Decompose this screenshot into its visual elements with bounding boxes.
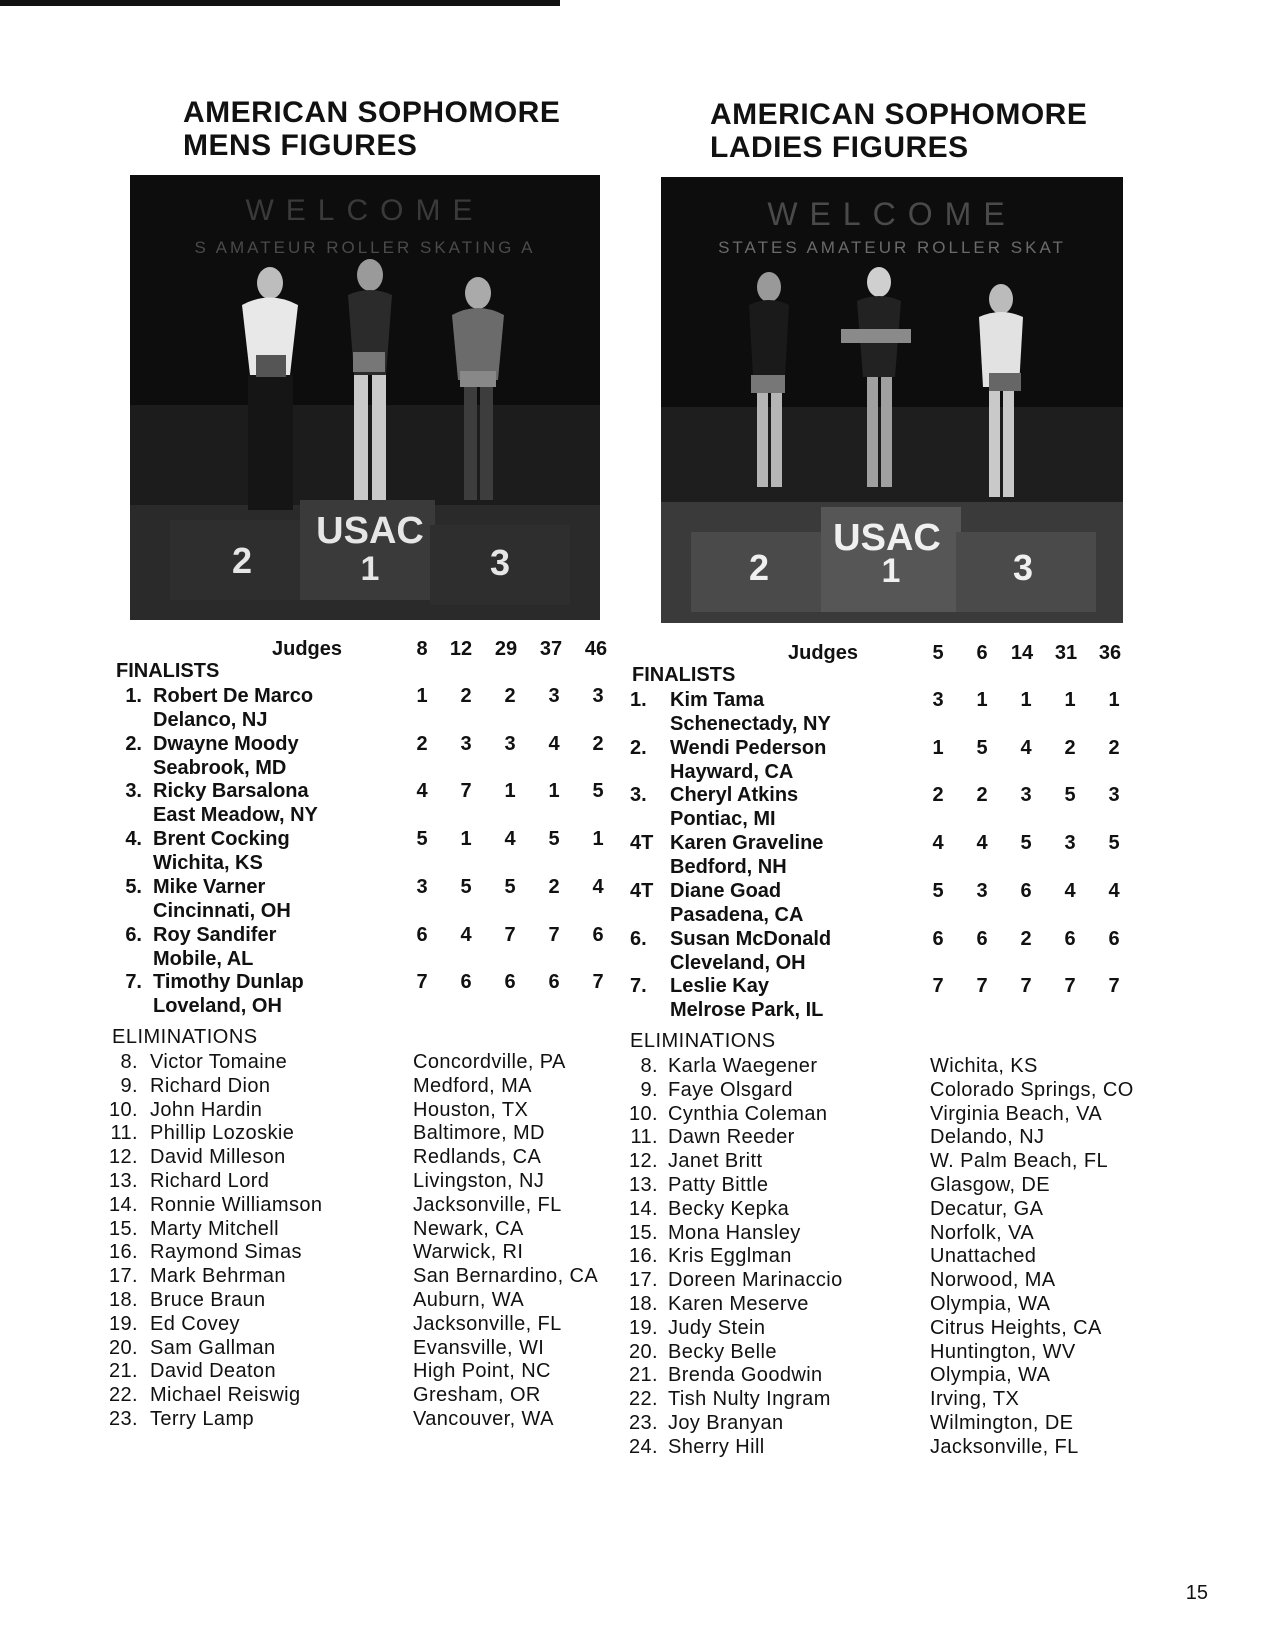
- judge-score: 2: [592, 732, 604, 755]
- finalist-city: Mobile, AL: [153, 947, 254, 970]
- finalist-name: Diane Goad: [670, 879, 782, 902]
- elimination-rank: 10.: [628, 1102, 658, 1125]
- elimination-rank: 14.: [628, 1197, 658, 1220]
- judge-score: 1: [504, 780, 516, 803]
- judge-score: 1: [932, 736, 944, 759]
- right-heading-line2: LADIES FIGURES: [710, 131, 969, 164]
- elimination-rank: 12.: [108, 1146, 138, 1169]
- right-podium-usac: USAC: [833, 517, 941, 559]
- elimination-name: John Hardin: [150, 1098, 263, 1121]
- finalist-name: Roy Sandifer: [153, 923, 277, 946]
- finalist-rank: 4T: [630, 879, 654, 902]
- elimination-city: Warwick, RI: [413, 1241, 524, 1264]
- finalist-rank: 7.: [630, 975, 647, 998]
- elimination-city: Vancouver, WA: [413, 1408, 554, 1430]
- judge-score: 3: [592, 685, 604, 707]
- judge-score: 6: [1064, 927, 1076, 950]
- judge-score: 6: [976, 927, 988, 950]
- elimination-city: Jacksonville, FL: [413, 1312, 562, 1335]
- top-rule: [0, 0, 560, 6]
- judge-score: 3: [548, 685, 560, 707]
- finalist-rank: 4.: [125, 828, 142, 851]
- elimination-name: Michael Reiswig: [150, 1384, 301, 1407]
- elimination-city: Auburn, WA: [413, 1289, 525, 1311]
- elimination-city: Concordville, PA: [413, 1051, 566, 1073]
- elimination-name: Richard Dion: [150, 1074, 271, 1097]
- elimination-city: Wichita, KS: [930, 1055, 1038, 1077]
- right-judge-number: 6: [976, 642, 988, 664]
- finalist-name: Leslie Kay: [670, 975, 769, 998]
- judge-score: 4: [1020, 736, 1032, 759]
- right-finalists-label: FINALISTS: [632, 664, 736, 686]
- left-judge-number: 29: [494, 638, 518, 660]
- judge-score: 6: [504, 971, 516, 994]
- elimination-city: High Point, NC: [413, 1360, 551, 1383]
- finalist-rank: 2.: [630, 736, 647, 759]
- finalist-city: Cleveland, OH: [670, 951, 806, 974]
- judge-score: 7: [460, 780, 472, 803]
- elimination-rank: 23.: [108, 1408, 138, 1430]
- judge-score: 3: [460, 732, 472, 755]
- finalist-rank: 5.: [125, 875, 142, 898]
- elimination-city: Newark, CA: [413, 1217, 524, 1240]
- elimination-city: Wilmington, DE: [930, 1412, 1074, 1434]
- elimination-name: Dawn Reeder: [668, 1126, 795, 1149]
- elimination-rank: 12.: [628, 1150, 658, 1173]
- elimination-name: Karla Waegener: [668, 1055, 818, 1077]
- elimination-name: Ronnie Williamson: [150, 1193, 323, 1216]
- elimination-name: Mark Behrman: [150, 1265, 286, 1288]
- finalist-city: Schenectady, NY: [670, 713, 831, 735]
- elimination-rank: 13.: [108, 1170, 138, 1192]
- judge-score: 7: [416, 971, 428, 994]
- judge-score: 6: [592, 923, 604, 946]
- elimination-city: Colorado Springs, CO: [930, 1078, 1134, 1101]
- left-podium-photo: [130, 175, 600, 620]
- finalist-name: Ricky Barsalona: [153, 780, 309, 803]
- elimination-name: Patty Bittle: [668, 1174, 769, 1196]
- finalist-name: Wendi Pederson: [670, 736, 827, 759]
- judge-score: 5: [416, 828, 428, 851]
- elimination-name: Brenda Goodwin: [668, 1364, 823, 1387]
- judge-score: 6: [1108, 927, 1120, 950]
- elimination-name: Raymond Simas: [150, 1241, 302, 1264]
- finalist-rank: 3.: [630, 784, 647, 807]
- left-judges-label: Judges: [272, 638, 343, 660]
- elimination-name: Marty Mitchell: [150, 1217, 279, 1240]
- judge-score: 4: [976, 832, 988, 855]
- elimination-city: Decatur, GA: [930, 1197, 1044, 1220]
- finalist-city: Seabrook, MD: [153, 756, 287, 779]
- elimination-rank: 19.: [628, 1316, 658, 1339]
- finalist-city: Cincinnati, OH: [153, 899, 291, 922]
- elimination-city: Jacksonville, FL: [930, 1435, 1079, 1458]
- finalist-city: Pontiac, MI: [670, 808, 776, 831]
- right-podium-photo: [661, 177, 1123, 623]
- elimination-name: Kris Egglman: [668, 1245, 792, 1268]
- right-judge-number: 31: [1054, 642, 1078, 664]
- judge-score: 7: [976, 975, 988, 998]
- judge-score: 4: [460, 923, 472, 946]
- elimination-name: Janet Britt: [668, 1150, 763, 1173]
- elimination-city: Citrus Heights, CA: [930, 1316, 1102, 1339]
- judge-score: 3: [932, 689, 944, 711]
- judge-score: 1: [1064, 689, 1076, 711]
- judge-score: 1: [1108, 689, 1120, 711]
- finalist-city: Loveland, OH: [153, 995, 282, 1018]
- left-judge-number: 37: [539, 638, 563, 660]
- left-photo-image: [130, 175, 600, 620]
- right-photo-image: [661, 177, 1123, 623]
- left-judge-number: 8: [416, 638, 428, 660]
- judge-score: 4: [592, 875, 604, 898]
- right-judges-label: Judges: [788, 642, 859, 664]
- elimination-name: Sherry Hill: [668, 1435, 765, 1458]
- right-banner-text2: STATES AMATEUR ROLLER SKAT: [718, 238, 1066, 257]
- judge-score: 2: [976, 784, 988, 807]
- elimination-city: Norfolk, VA: [930, 1221, 1035, 1244]
- elimination-name: Cynthia Coleman: [668, 1102, 828, 1125]
- elimination-rank: 23.: [628, 1412, 658, 1434]
- elimination-name: Bruce Braun: [150, 1289, 266, 1311]
- elimination-city: Olympia, WA: [930, 1364, 1051, 1387]
- judge-score: 1: [976, 689, 988, 711]
- elimination-rank: 8.: [640, 1055, 658, 1077]
- elimination-city: Unattached: [930, 1245, 1037, 1268]
- finalist-name: Susan McDonald: [670, 927, 832, 950]
- finalist-name: Robert De Marco: [153, 685, 314, 707]
- elimination-rank: 24.: [628, 1435, 658, 1458]
- right-judge-number: 14: [1010, 642, 1034, 664]
- judge-score: 6: [1020, 879, 1032, 902]
- elimination-name: David Milleson: [150, 1146, 286, 1169]
- elimination-rank: 21.: [628, 1364, 658, 1387]
- finalist-name: Cheryl Atkins: [670, 784, 799, 807]
- elimination-name: Ed Covey: [150, 1312, 240, 1335]
- judge-score: 4: [548, 732, 560, 755]
- left-podium-2: 2: [231, 540, 253, 581]
- elimination-rank: 14.: [108, 1193, 138, 1216]
- finalist-name: Dwayne Moody: [153, 732, 299, 755]
- elimination-rank: 18.: [628, 1293, 658, 1315]
- elimination-name: Karen Meserve: [668, 1293, 809, 1315]
- finalist-name: Mike Varner: [153, 875, 266, 898]
- judge-score: 5: [976, 736, 988, 759]
- right-judge-number: 5: [932, 642, 944, 664]
- elimination-rank: 11.: [110, 1122, 138, 1145]
- elimination-rank: 16.: [628, 1245, 658, 1268]
- elimination-name: Terry Lamp: [150, 1408, 255, 1430]
- judge-score: 4: [504, 828, 516, 851]
- judge-score: 1: [460, 828, 472, 851]
- judge-score: 6: [932, 927, 944, 950]
- elimination-name: Mona Hansley: [668, 1221, 801, 1244]
- right-podium-2: 2: [748, 547, 770, 588]
- judge-score: 5: [460, 875, 472, 898]
- left-judge-number: 12: [449, 638, 473, 660]
- elimination-city: Gresham, OR: [413, 1384, 541, 1407]
- right-podium-1: 1: [881, 552, 901, 590]
- elimination-rank: 22.: [628, 1388, 658, 1411]
- judge-score: 1: [1020, 689, 1032, 711]
- elimination-name: Tish Nulty Ingram: [668, 1388, 831, 1411]
- finalist-name: Karen Graveline: [670, 832, 824, 855]
- finalist-city: Wichita, KS: [153, 852, 263, 875]
- judge-score: 2: [460, 685, 472, 707]
- judge-score: 5: [504, 875, 516, 898]
- judge-score: 5: [1064, 784, 1076, 807]
- page-number: 15: [1185, 1582, 1208, 1604]
- judge-score: 7: [1064, 975, 1076, 998]
- finalist-city: Pasadena, CA: [670, 903, 804, 926]
- elimination-name: Judy Stein: [668, 1316, 766, 1339]
- finalist-rank: 1.: [630, 689, 647, 711]
- finalist-name: Timothy Dunlap: [153, 971, 304, 994]
- elimination-city: Redlands, CA: [413, 1146, 542, 1169]
- elimination-rank: 11.: [630, 1126, 658, 1149]
- judge-score: 6: [548, 971, 560, 994]
- elimination-city: Jacksonville, FL: [413, 1193, 562, 1216]
- finalist-rank: 6.: [630, 927, 647, 950]
- elimination-name: Becky Kepka: [668, 1197, 790, 1220]
- finalist-rank: 7.: [125, 971, 142, 994]
- judge-score: 5: [1108, 832, 1120, 855]
- finalist-rank: 1.: [125, 685, 142, 707]
- judge-score: 5: [1020, 832, 1032, 855]
- elimination-city: Norwood, MA: [930, 1269, 1056, 1292]
- left-judge-number: 46: [584, 638, 608, 660]
- judge-score: 3: [1108, 784, 1120, 807]
- elimination-name: Victor Tomaine: [150, 1051, 288, 1073]
- elimination-city: Evansville, WI: [413, 1336, 545, 1359]
- elimination-name: Doreen Marinaccio: [668, 1269, 843, 1292]
- finalist-rank: 3.: [125, 780, 142, 803]
- elimination-city: Houston, TX: [413, 1098, 529, 1121]
- finalist-rank: 2.: [125, 732, 142, 755]
- judge-score: 2: [1108, 736, 1120, 759]
- elimination-rank: 20.: [108, 1336, 138, 1359]
- judge-score: 3: [1020, 784, 1032, 807]
- elimination-rank: 20.: [628, 1340, 658, 1363]
- judge-score: 1: [592, 828, 604, 851]
- judge-score: 5: [592, 780, 604, 803]
- elimination-name: Faye Olsgard: [668, 1078, 793, 1101]
- judge-score: 5: [932, 879, 944, 902]
- judge-score: 7: [1020, 975, 1032, 998]
- elimination-rank: 15.: [108, 1217, 138, 1240]
- judge-score: 4: [932, 832, 944, 855]
- elimination-city: San Bernardino, CA: [413, 1265, 599, 1288]
- elimination-name: Richard Lord: [150, 1170, 270, 1192]
- judge-score: 3: [416, 875, 428, 898]
- left-heading-line1: AMERICAN SOPHOMORE: [183, 96, 561, 129]
- finalist-city: Melrose Park, IL: [670, 999, 824, 1022]
- finalist-city: East Meadow, NY: [153, 804, 318, 827]
- elimination-city: Medford, MA: [413, 1074, 532, 1097]
- elimination-name: Becky Belle: [668, 1340, 777, 1363]
- judge-score: 2: [1020, 927, 1032, 950]
- judge-score: 7: [504, 923, 516, 946]
- left-banner-text: WELCOME: [245, 194, 485, 227]
- skater-2-figure: [242, 267, 298, 510]
- left-podium-1: 1: [360, 550, 380, 588]
- elimination-rank: 18.: [108, 1289, 138, 1311]
- elimination-name: David Deaton: [150, 1360, 276, 1383]
- right-heading-line1: AMERICAN SOPHOMORE: [710, 98, 1088, 131]
- finalist-rank: 6.: [125, 923, 142, 946]
- elimination-rank: 17.: [628, 1269, 658, 1292]
- right-heading: [710, 98, 1087, 164]
- right-judge-number: 36: [1098, 642, 1122, 664]
- judge-score: 2: [548, 875, 560, 898]
- right-eliminations-label: ELIMINATIONS: [630, 1030, 776, 1052]
- right-banner-text: WELCOME: [767, 196, 1017, 232]
- left-eliminations-label: ELIMINATIONS: [112, 1026, 258, 1048]
- elimination-rank: 17.: [108, 1265, 138, 1288]
- elimination-rank: 21.: [108, 1360, 138, 1383]
- judge-score: 4: [1064, 879, 1076, 902]
- elimination-rank: 22.: [108, 1384, 138, 1407]
- judge-score: 7: [548, 923, 560, 946]
- elimination-rank: 19.: [108, 1312, 138, 1335]
- judge-score: 2: [504, 685, 516, 707]
- elimination-city: Huntington, WV: [930, 1340, 1076, 1363]
- elimination-rank: 15.: [628, 1221, 658, 1244]
- elimination-rank: 9.: [640, 1078, 658, 1101]
- right-podium-3: 3: [1012, 547, 1034, 588]
- left-finalists-label: FINALISTS: [116, 660, 220, 682]
- judge-score: 3: [504, 732, 516, 755]
- finalist-city: Delanco, NJ: [153, 709, 268, 731]
- finalist-name: Brent Cocking: [153, 828, 290, 851]
- elimination-city: Virginia Beach, VA: [930, 1102, 1103, 1125]
- elimination-city: W. Palm Beach, FL: [930, 1150, 1108, 1173]
- left-heading: [183, 96, 560, 162]
- elimination-name: Joy Branyan: [668, 1412, 784, 1434]
- elimination-rank: 10.: [108, 1098, 138, 1121]
- elimination-rank: 9.: [120, 1074, 138, 1097]
- judge-score: 6: [460, 971, 472, 994]
- finalist-rank: 4T: [630, 832, 654, 855]
- judge-score: 3: [976, 879, 988, 902]
- finalist-name: Kim Tama: [670, 689, 765, 711]
- judge-score: 5: [548, 828, 560, 851]
- judge-score: 2: [932, 784, 944, 807]
- left-podium-3: 3: [489, 542, 511, 583]
- elimination-rank: 13.: [628, 1174, 658, 1196]
- judge-score: 1: [548, 780, 560, 803]
- judge-score: 3: [1064, 832, 1076, 855]
- elimination-city: Delando, NJ: [930, 1126, 1045, 1149]
- elimination-city: Baltimore, MD: [413, 1122, 545, 1145]
- left-heading-line2: MENS FIGURES: [183, 129, 418, 162]
- finalist-city: Hayward, CA: [670, 760, 794, 783]
- left-banner-text2: S AMATEUR ROLLER SKATING A: [194, 238, 536, 257]
- judge-score: 1: [416, 685, 428, 707]
- judge-score: 7: [1108, 975, 1120, 998]
- elimination-city: Glasgow, DE: [930, 1174, 1051, 1196]
- elimination-city: Irving, TX: [930, 1388, 1020, 1411]
- judge-score: 6: [416, 923, 428, 946]
- elimination-city: Olympia, WA: [930, 1293, 1051, 1315]
- elimination-city: Livingston, NJ: [413, 1170, 545, 1192]
- left-podium-usac: USAC: [316, 510, 424, 552]
- elimination-rank: 8.: [120, 1051, 138, 1073]
- judge-score: 2: [416, 732, 428, 755]
- elimination-name: Sam Gallman: [150, 1336, 276, 1359]
- elimination-rank: 16.: [108, 1241, 138, 1264]
- judge-score: 2: [1064, 736, 1076, 759]
- finalist-city: Bedford, NH: [670, 856, 787, 879]
- elimination-name: Phillip Lozoskie: [150, 1122, 295, 1145]
- judge-score: 7: [932, 975, 944, 998]
- judge-score: 7: [592, 971, 604, 994]
- judge-score: 4: [416, 780, 428, 803]
- judge-score: 4: [1108, 879, 1120, 902]
